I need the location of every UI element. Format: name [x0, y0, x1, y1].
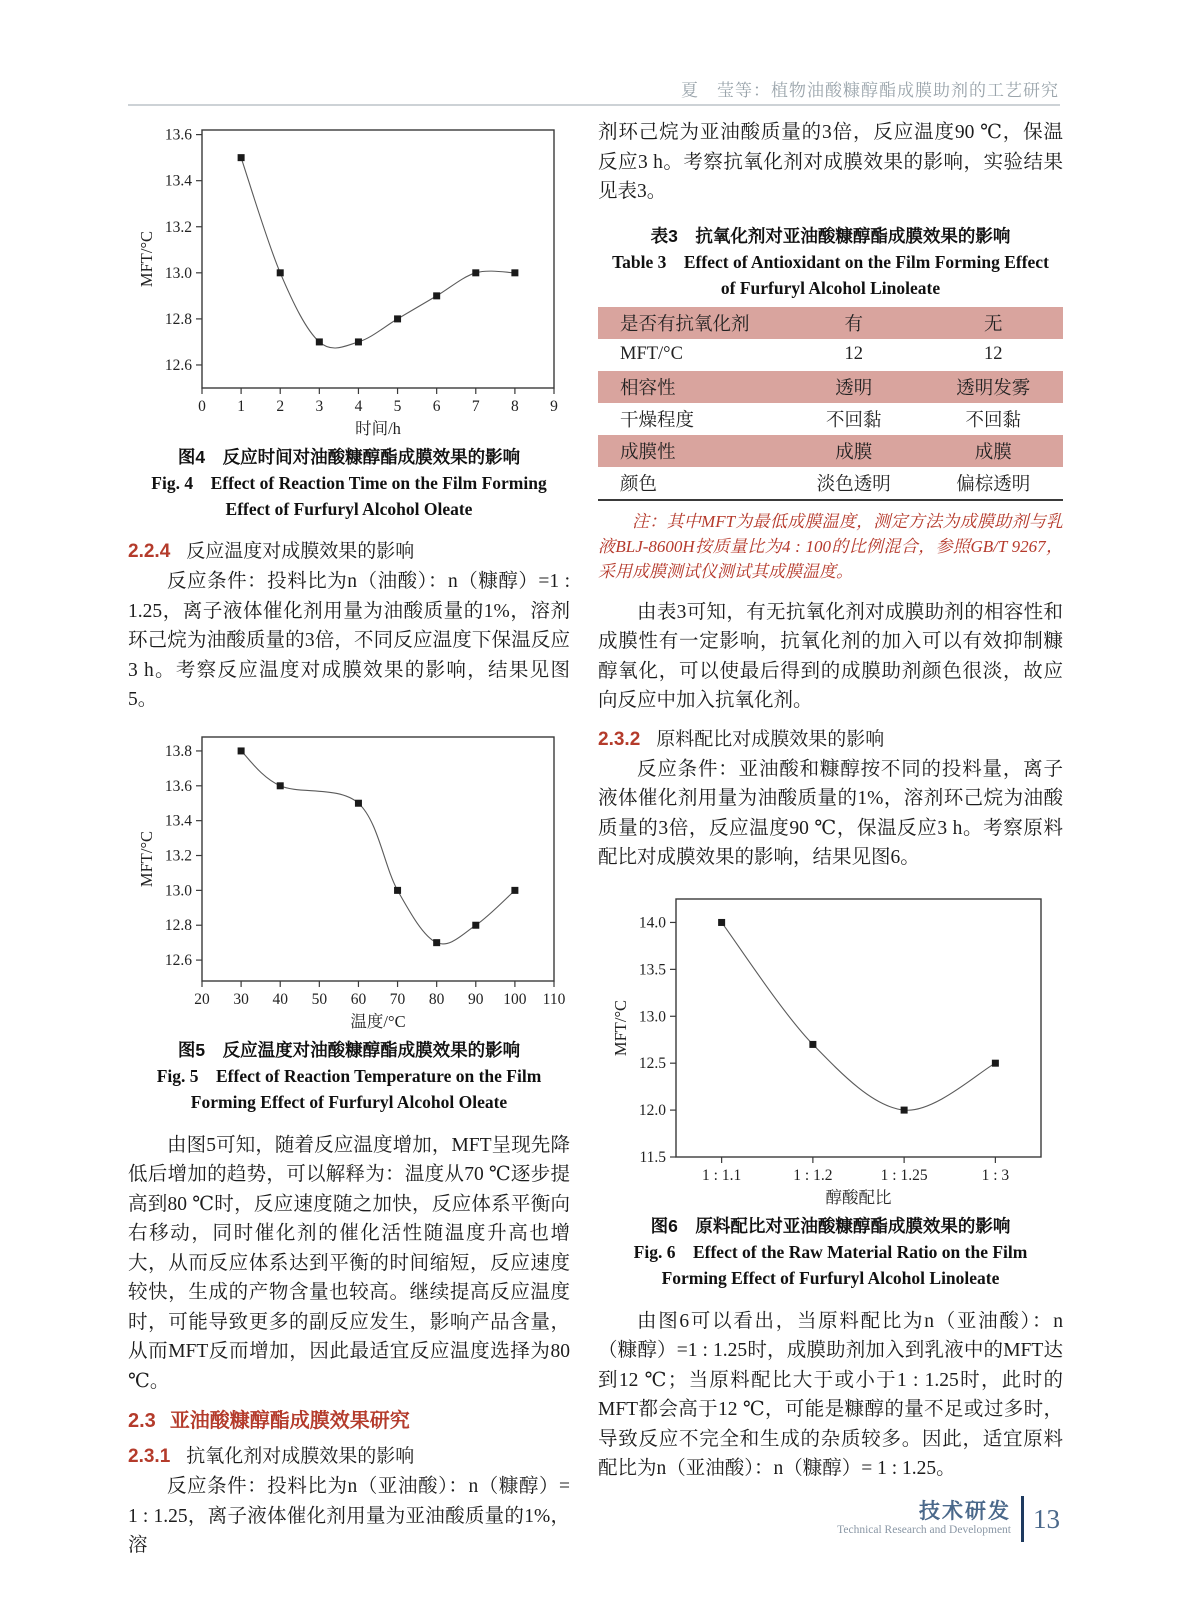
svg-text:12.8: 12.8 [164, 916, 192, 934]
svg-text:0: 0 [198, 398, 206, 415]
running-header: 夏 莹等：植物油酸糠醇酯成膜助剂的工艺研究 [681, 81, 1059, 100]
svg-text:MFT/°C: MFT/°C [137, 230, 156, 288]
table3-caption-en2: of Furfuryl Alcohol Linoleate [720, 277, 941, 298]
figure6-caption [598, 1213, 1063, 1291]
svg-text:7: 7 [471, 398, 480, 415]
left-column [128, 118, 570, 1561]
section-2-3-1-title: 抗氧化剂对成膜效果的影响 [186, 1446, 415, 1467]
svg-text:1 : 1.25: 1 : 1.25 [880, 1166, 928, 1184]
figure6-caption-en1: Fig. 6 Effect of the Raw Material Ratio on the Film [633, 1241, 1028, 1262]
table3 [598, 307, 1063, 501]
svg-text:13.2: 13.2 [164, 218, 192, 236]
figure5-chart [128, 725, 570, 1033]
svg-text:110: 110 [542, 990, 566, 1008]
table-cell: 相容性 [620, 378, 676, 399]
svg-text:9: 9 [550, 398, 558, 415]
table-row [598, 403, 1063, 435]
svg-text:20: 20 [194, 990, 210, 1008]
page-number: 13 [1033, 1503, 1060, 1534]
svg-text:温度/°C: 温度/°C [350, 1011, 406, 1031]
table-cell: 是否有抗氧化剂 [620, 314, 750, 335]
svg-text:12.5: 12.5 [638, 1054, 666, 1072]
svg-text:12.0: 12.0 [638, 1101, 666, 1119]
table3-note: 注：其中MFT为最低成膜温度，测定方法为成膜助剂与乳液BLJ-8600H按质量比为4 : 100的比例混合，参照GB/T 9267，采用成膜测试仪测试其成膜温度。 [598, 511, 1063, 581]
section-2-3-number: 2.3 [128, 1410, 156, 1432]
figure4-chart [128, 118, 570, 440]
svg-text:1 : 3: 1 : 3 [981, 1166, 1010, 1184]
table3-caption-en1: Table 3 Effect of Antioxidant on the Film Forming Effect [612, 251, 1049, 272]
svg-text:12.6: 12.6 [164, 356, 192, 374]
footer-divider [1021, 1496, 1024, 1542]
footer-labels [837, 1500, 1011, 1537]
svg-text:13.5: 13.5 [638, 960, 666, 978]
table-cell: 无 [983, 314, 1003, 335]
svg-text:13.6: 13.6 [164, 777, 192, 795]
figure4-caption [128, 444, 570, 522]
figure6-caption-cn: 图6 原料配比对亚油酸糠醇酯成膜效果的影响 [650, 1215, 1011, 1236]
paragraph-table3-discussion: 由表3可知，有无抗氧化剂对成膜助剂的相容性和成膜性有一定影响，抗氧化剂的加入可以有效抑制糠醇氧化，可以使最后得到的成膜助剂颜色很淡，故应向反应中加入抗氧化剂。 [598, 601, 1063, 711]
svg-text:1: 1 [237, 398, 245, 415]
svg-text:13.8: 13.8 [164, 742, 192, 760]
right-column [598, 118, 1063, 1561]
table-cell: 成膜 [974, 442, 1012, 463]
table-cell: 淡色透明 [816, 474, 891, 495]
table-cell: 颜色 [620, 474, 658, 495]
svg-text:13.0: 13.0 [164, 264, 192, 282]
table-cell: 不回黏 [965, 410, 1021, 431]
table3-body [598, 307, 1063, 500]
svg-text:时间/h: 时间/h [355, 419, 401, 438]
section-2-3-2-heading [598, 724, 1063, 751]
svg-text:70: 70 [389, 990, 406, 1008]
svg-text:12.8: 12.8 [164, 310, 192, 328]
svg-text:100: 100 [503, 990, 527, 1008]
paragraph-2-3-1-left: 反应条件：投料比为n（亚油酸）：n（糠醇）= 1 : 1.25，离子液体催化剂用量为亚油酸质量的1%，溶 [128, 1476, 570, 1556]
svg-text:60: 60 [350, 990, 367, 1008]
two-column-layout [128, 118, 1063, 1561]
paragraph-fig6-discussion: 由图6可以看出，当原料配比为n（亚油酸）：n（糠醇）=1 : 1.25时，成膜助剂加入到乳液中的MFT达到12 ℃；当原料配比大于或小于1 : 1.25时，此时的MFT都会高于12 ℃，可能是糠醇的量不足或过多时，导致反应不完全和生成的杂质较多。因此，适宜原料配比为n（亚油酸）：n（糠醇）= 1 : 1.25。 [598, 1310, 1063, 1479]
svg-text:13.2: 13.2 [164, 847, 192, 865]
section-2-2-4-number: 2.2.4 [128, 541, 171, 562]
page-footer [837, 1496, 1060, 1542]
figure6-caption-en2: Forming Effect of Furfuryl Alcohol Linoleate [661, 1267, 1000, 1288]
section-2-3-2-title: 原料配比对成膜效果的影响 [656, 728, 885, 750]
paragraph-2-3-2: 反应条件：亚油酸和糠醇按不同的投料量，离子液体催化剂用量为油酸质量的1%，溶剂环己烷为油酸质量的3倍，反应温度90 ℃，保温反应3 h。考察原料配比对成膜效果的影响，结果见图6。 [598, 758, 1063, 868]
paragraph-fig5-discussion: 由图5可知，随着反应温度增加，MFT呈现先降低后增加的趋势，可以解释为：温度从70 ℃逐步提高到80 ℃时，反应速度随之加快，反应体系平衡向右移动，同时催化剂的催化活性随温度升高也增大，从而反应体系达到平衡的时间缩短，反应速度较快，生成的产物含量也较高。继续提高反应温度时，可能导致更多的副反应发生，影响产品含量，从而MFT反而增加，因此最适宜反应温度选择为80 ℃。 [128, 1134, 570, 1392]
svg-text:3: 3 [315, 398, 324, 415]
section-2-2-4-heading [128, 536, 570, 563]
table-cell: 偏棕透明 [956, 474, 1031, 495]
svg-text:12.6: 12.6 [164, 951, 192, 969]
figure5-caption-en2: Forming Effect of Furfuryl Alcohol Oleate [190, 1091, 508, 1112]
footer-section-cn: 技术研发 [919, 1500, 1011, 1524]
figure5-caption [128, 1037, 570, 1115]
svg-text:5: 5 [393, 398, 402, 415]
table-cell: 成膜 [835, 442, 873, 463]
figure4-caption-en1: Fig. 4 Effect of Reaction Time on the Film Forming [151, 473, 547, 493]
table-row [598, 467, 1063, 500]
section-2-3-title: 亚油酸糠醇酯成膜效果研究 [169, 1410, 410, 1432]
table-cell: 成膜性 [620, 442, 676, 463]
section-2-3-2-number: 2.3.2 [598, 728, 641, 750]
table-cell: MFT/°C [620, 344, 683, 364]
footer-section-en: Technical Research and Development [837, 1524, 1011, 1537]
svg-text:醇酸配比: 醇酸配比 [825, 1187, 892, 1207]
svg-text:1 : 1.1: 1 : 1.1 [702, 1166, 742, 1184]
table-cell: 透明发雾 [956, 378, 1031, 399]
svg-text:30: 30 [233, 990, 249, 1008]
table-cell: 不回黏 [825, 410, 882, 431]
svg-text:13.4: 13.4 [164, 172, 192, 190]
table-row [598, 339, 1063, 371]
section-2-3-1-number: 2.3.1 [128, 1446, 171, 1467]
table-row [598, 307, 1063, 339]
svg-text:8: 8 [511, 398, 519, 415]
section-2-3-heading [128, 1404, 570, 1433]
svg-text:13.6: 13.6 [164, 126, 192, 144]
table-row [598, 435, 1063, 467]
svg-text:14.0: 14.0 [638, 913, 666, 931]
svg-text:6: 6 [432, 398, 441, 415]
svg-text:13.4: 13.4 [164, 812, 192, 830]
section-2-2-4-title: 反应温度对成膜效果的影响 [186, 541, 415, 562]
svg-text:90: 90 [468, 990, 484, 1008]
figure5-caption-cn: 图5 反应温度对油酸糠醇酯成膜效果的影响 [177, 1039, 521, 1060]
svg-text:4: 4 [354, 398, 363, 415]
table-cell: 有 [844, 314, 863, 335]
paragraph-2-3-1-right: 剂环己烷为亚油酸质量的3倍，反应温度90 ℃，保温反应3 h。考察抗氧化剂对成膜效果的影响，实验结果见表3。 [598, 122, 1063, 202]
svg-text:40: 40 [272, 990, 288, 1008]
table3-caption-cn: 表3 抗氧化剂对亚油酸糠醇酯成膜效果的影响 [650, 225, 1011, 246]
figure5-caption-en1: Fig. 5 Effect of Reaction Temperature on the Film [156, 1065, 542, 1086]
svg-text:2: 2 [276, 398, 285, 415]
svg-text:MFT/°C: MFT/°C [611, 999, 630, 1056]
svg-text:11.5: 11.5 [639, 1148, 666, 1166]
table3-caption [598, 223, 1063, 301]
header-rule [128, 104, 1060, 106]
svg-text:1 : 1.2: 1 : 1.2 [793, 1166, 833, 1184]
table-cell: 干燥程度 [620, 410, 695, 431]
figure6-chart [602, 887, 1057, 1209]
svg-text:80: 80 [428, 990, 445, 1008]
table-cell: 12 [984, 344, 1003, 364]
svg-text:13.0: 13.0 [164, 881, 192, 899]
table-cell: 12 [844, 344, 863, 364]
svg-text:50: 50 [311, 990, 328, 1008]
figure4-caption-cn: 图4 反应时间对油酸糠醇酯成膜效果的影响 [177, 447, 521, 467]
section-2-3-1-heading [128, 1441, 570, 1468]
svg-text:MFT/°C: MFT/°C [137, 830, 156, 887]
table-cell: 透明 [835, 378, 873, 399]
paragraph-2-2-4: 反应条件：投料比为n（油酸）：n（糠醇）=1 : 1.25，离子液体催化剂用量为油酸质量的1%，溶剂环己烷为油酸质量的3倍，不同反应温度下保温反应3 h。考察反应温度对成膜效果的影响，结果见图5。 [128, 571, 570, 710]
svg-text:13.0: 13.0 [638, 1007, 666, 1025]
figure4-caption-en2: Effect of Furfuryl Alcohol Oleate [225, 499, 473, 519]
table-row [598, 371, 1063, 403]
